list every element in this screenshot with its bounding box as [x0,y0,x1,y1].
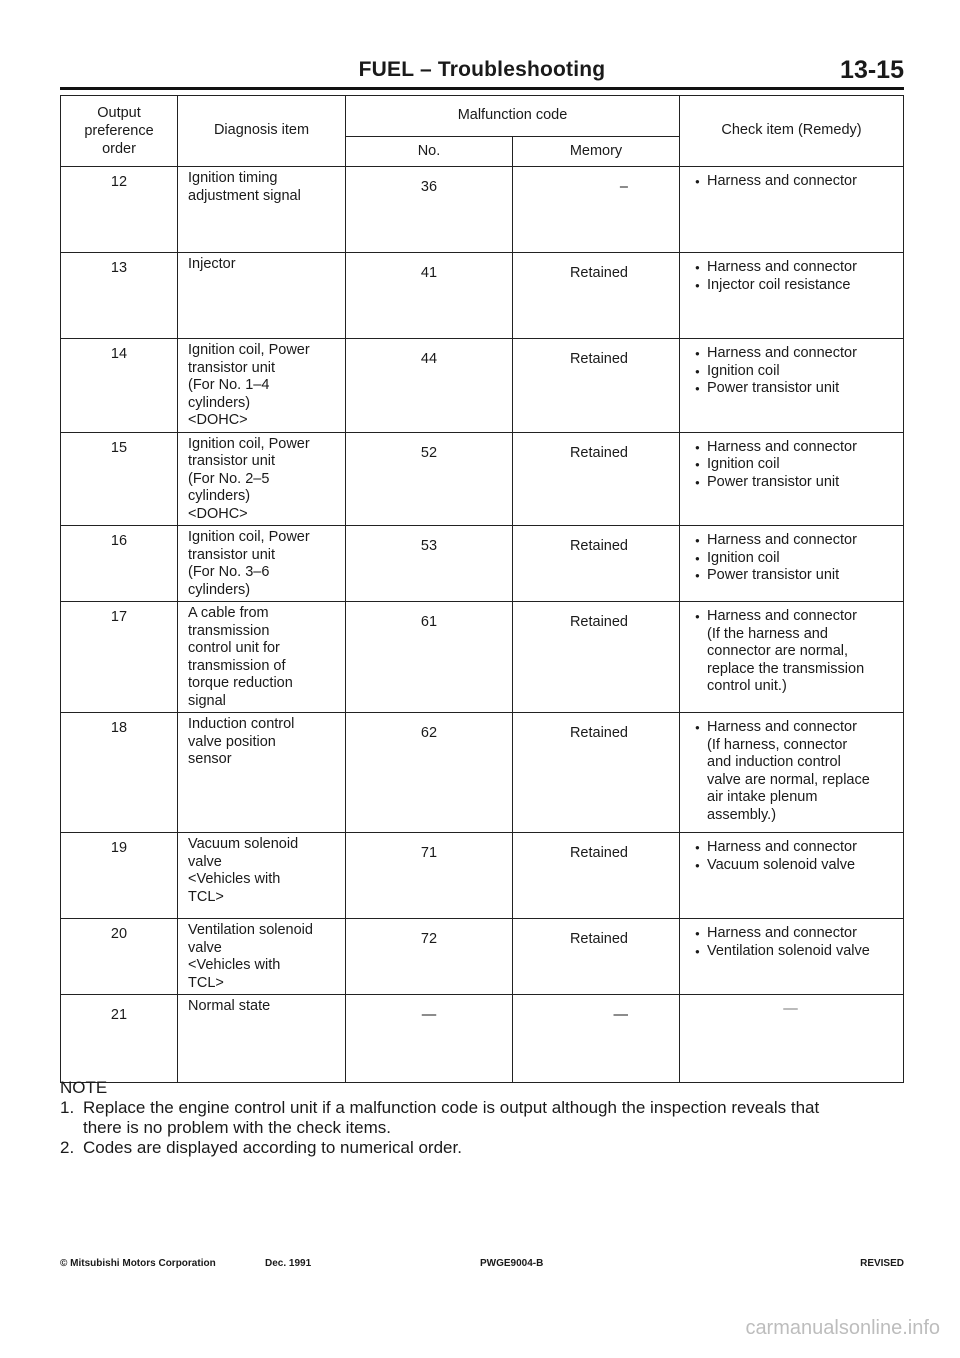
header-memory: Memory [513,137,680,167]
row-diagnosis-item: A cable from transmission control unit for transmission of torque reduction signal [178,602,346,713]
footer-status: REVISED [860,1258,904,1269]
header-malfunction-code: Malfunction code [346,96,680,137]
table-row [61,526,904,602]
row-order: 17 [61,602,178,713]
row-memory: – [513,167,680,253]
page-number: 13-15 [840,56,904,84]
row-code-no: 41 [346,253,513,339]
row-order: 21 [61,995,178,1083]
row-diagnosis-item: Ignition coil, Power transistor unit (For No. 3–6 cylinders) [178,526,346,602]
row-order: 15 [61,432,178,526]
table-row [61,713,904,833]
note-section [60,1078,910,1158]
diagnosis-table [60,95,904,1083]
row-check-items: ● Harness and connector ● Vacuum solenoid valve [680,833,904,919]
row-diagnosis-item: Induction control valve position sensor [178,713,346,833]
row-diagnosis-item: Ignition timing adjustment signal [178,167,346,253]
table-row [61,602,904,713]
row-diagnosis-item: Ventilation solenoid valve <Vehicles with TCL> [178,919,346,995]
row-code-no: — [346,995,513,1083]
row-diagnosis-item: Vacuum solenoid valve <Vehicles with TCL> [178,833,346,919]
header-no: No. [346,137,513,167]
table-row [61,833,904,919]
row-order: 13 [61,253,178,339]
row-memory: Retained [513,339,680,433]
row-memory: Retained [513,833,680,919]
header-output-order: Output preference order [61,96,178,167]
row-code-no: 61 [346,602,513,713]
row-check-items: ● Harness and connector (If the harness and connector are normal, replace the transmission control unit.) [680,602,904,713]
row-diagnosis-item: Ignition coil, Power transistor unit (For No. 1–4 cylinders) <DOHC> [178,339,346,433]
row-memory: — [513,995,680,1083]
row-check-items: ● Harness and connector ● Ventilation solenoid valve [680,919,904,995]
note-item: 1. Replace the engine control unit if a malfunction code is output although the inspection reveals that there is no problem with the check items. [60,1098,820,1137]
header-check-item: Check item (Remedy) [680,96,904,167]
row-code-no: 53 [346,526,513,602]
row-memory: Retained [513,253,680,339]
table-row [61,995,904,1083]
row-diagnosis-item: Injector [178,253,346,339]
row-memory: Retained [513,526,680,602]
row-diagnosis-item: Normal state [178,995,346,1083]
row-memory: Retained [513,602,680,713]
page-footer [60,1258,904,1272]
row-diagnosis-item: Ignition coil, Power transistor unit (For No. 2–5 cylinders) <DOHC> [178,432,346,526]
table-row [61,253,904,339]
table-row [61,167,904,253]
row-code-no: 72 [346,919,513,995]
row-code-no: 62 [346,713,513,833]
row-memory: Retained [513,919,680,995]
row-check-items: ● Harness and connector (If harness, connector and induction control valve are normal, replace air intake plenum assembly.) [680,713,904,833]
row-code-no: 71 [346,833,513,919]
row-memory: Retained [513,432,680,526]
note-item: 2. Codes are displayed according to numerical order. [60,1138,462,1157]
footer-date: Dec. 1991 [265,1258,312,1269]
table-row [61,919,904,995]
row-order: 19 [61,833,178,919]
header-diagnosis-item: Diagnosis item [178,96,346,167]
row-check-items: ● Harness and connector ● Injector coil resistance [680,253,904,339]
table-row [61,339,904,433]
row-order: 12 [61,167,178,253]
row-check-items: ● Harness and connector ● Ignition coil ● Power transistor unit [680,339,904,433]
page-header [60,58,904,86]
row-code-no: 44 [346,339,513,433]
row-check-items: — [680,995,904,1083]
footer-doc-code: PWGE9004-B [480,1258,544,1269]
row-code-no: 52 [346,432,513,526]
note-title: NOTE [60,1078,108,1097]
row-code-no: 36 [346,167,513,253]
row-order: 18 [61,713,178,833]
row-order: 14 [61,339,178,433]
page-title: FUEL – Troubleshooting [358,58,606,81]
row-check-items: ● Harness and connector ● Ignition coil ● Power transistor unit [680,432,904,526]
row-check-items: ● Harness and connector [680,167,904,253]
row-memory: Retained [513,713,680,833]
header-rule [60,87,904,90]
table-row [61,432,904,526]
footer-copyright: © Mitsubishi Motors Corporation [60,1258,216,1269]
row-order: 20 [61,919,178,995]
row-order: 16 [61,526,178,602]
watermark: carmanualsonline.info [745,1317,940,1339]
row-check-items: ● Harness and connector ● Ignition coil ● Power transistor unit [680,526,904,602]
